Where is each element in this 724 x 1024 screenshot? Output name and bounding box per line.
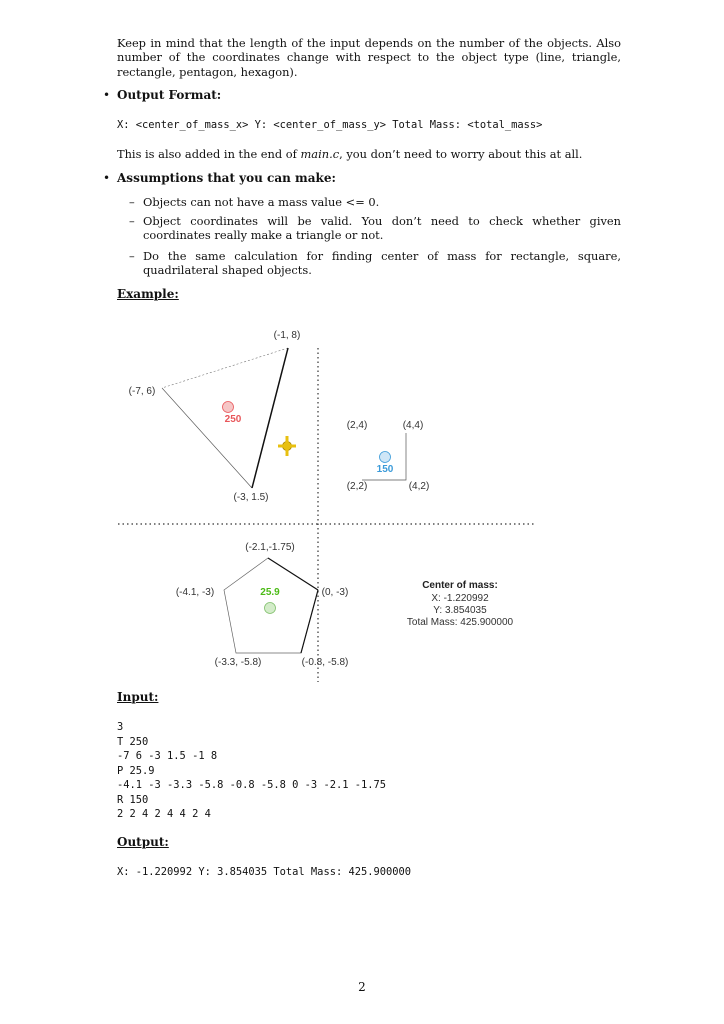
output-format-title: Output Format:	[117, 88, 222, 102]
rectangle-mass-point	[380, 452, 391, 463]
rectangle-vertex-label: (4,4)	[402, 420, 424, 431]
input-line: P 25.9	[117, 764, 155, 777]
example-figure	[0, 300, 724, 700]
example-heading: Example:	[117, 287, 179, 301]
rectangle-vertex-label: (4,2)	[408, 481, 430, 492]
output-line: X: -1.220992 Y: 3.854035 Total Mass: 425.900000	[117, 866, 412, 878]
center-info-total: Total Mass: 425.900000	[406, 617, 514, 628]
input-heading: Input:	[117, 690, 159, 704]
rectangle-vertex-label: (2,4)	[346, 420, 368, 431]
input-line: R 150	[117, 793, 149, 806]
triangle-vertex-label: (-1, 8)	[273, 330, 301, 341]
input-line: 3	[117, 721, 124, 733]
output-heading: Output:	[117, 835, 169, 849]
center-info-y: Y: 3.854035	[433, 605, 487, 616]
pentagon-vertex-label: (-2.1,-1.75)	[245, 542, 295, 553]
pentagon-vertex-label: (-4.1, -3)	[175, 587, 215, 598]
center-info-title: Center of mass:	[422, 580, 498, 591]
pentagon-mass-point	[265, 603, 276, 614]
dash-marker: –	[129, 214, 135, 228]
center-of-mass-marker	[278, 436, 296, 456]
input-line: -7 6 -3 1.5 -1 8	[117, 750, 218, 762]
pentagon-mass-label: 25.9	[260, 587, 280, 598]
assumptions-title: Assumptions that you can make:	[117, 171, 336, 185]
output-format-note: This is also added in the end of main.c, you don’t need to worry about this at all.	[117, 147, 583, 161]
center-info-x: X: -1.220992	[431, 593, 489, 604]
triangle-vertex-label: (-3, 1.5)	[233, 492, 269, 503]
pentagon-vertex-label: (-0.8, -5.8)	[301, 657, 349, 668]
assumption-item: Do the same calculation for finding center of mass for rectangle, square, quadrilateral shaped objects.	[143, 249, 621, 277]
assumption-item: Objects can not have a mass value <= 0.	[143, 195, 380, 209]
page-number: 2	[358, 980, 366, 994]
dash-marker: –	[129, 249, 135, 263]
dash-marker: –	[129, 195, 135, 209]
rectangle-vertex-label: (2,2)	[346, 481, 368, 492]
bullet-marker: •	[103, 171, 111, 185]
bullet-marker: •	[103, 88, 111, 102]
pentagon-vertex-label: (0, -3)	[321, 587, 349, 598]
input-line: T 250	[117, 735, 149, 748]
file-name: main.c	[300, 147, 340, 161]
input-line: 2 2 4 2 4 4 2 4	[117, 808, 211, 820]
intro-paragraph: Keep in mind that the length of the input depends on the number of the objects. Also number of the coordinates change with respect to the object type (line, triangle, rectangle, pentagon, hexagon).	[117, 36, 621, 79]
triangle-mass-label: 250	[224, 414, 242, 425]
input-line: -4.1 -3 -3.3 -5.8 -0.8 -5.8 0 -3 -2.1 -1.75	[117, 779, 386, 791]
output-format-code: X: <center_of_mass_x> Y: <center_of_mass_y> Total Mass: <total_mass>	[117, 119, 543, 131]
assumption-item: Object coordinates will be valid. You don’t need to check whether given coordinates really make a triangle or not.	[143, 214, 621, 242]
triangle-mass-point	[223, 402, 234, 413]
pentagon-vertex-label: (-3.3, -5.8)	[214, 657, 262, 668]
triangle-vertex-label: (-7, 6)	[128, 386, 156, 397]
rectangle-mass-label: 150	[376, 464, 394, 475]
